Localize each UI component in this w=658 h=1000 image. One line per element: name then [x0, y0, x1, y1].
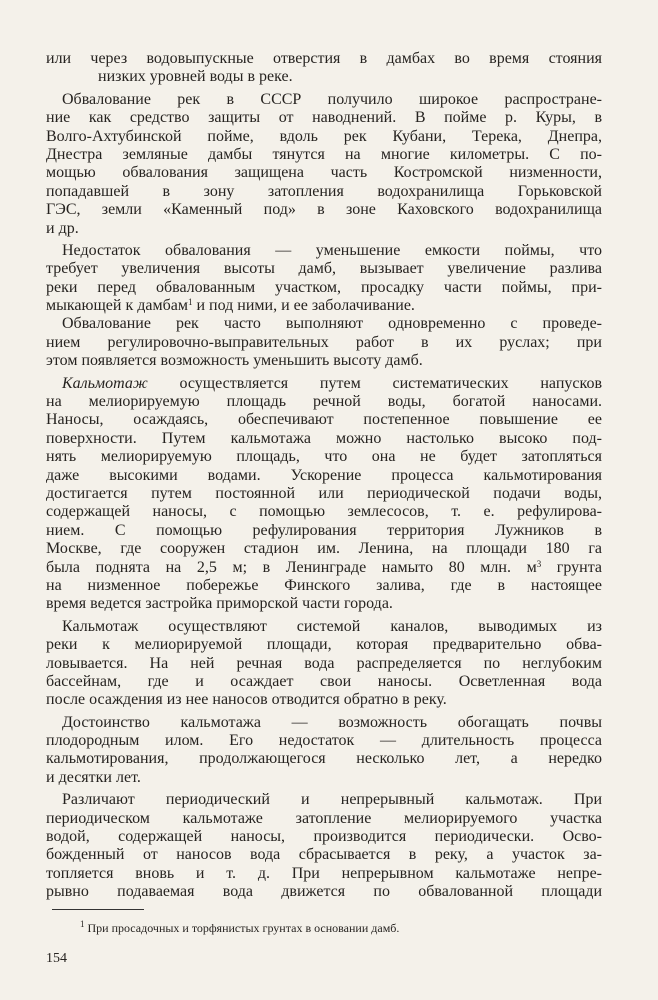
text-line: этом появляется возможность уменьшить высоту дамб. — [46, 352, 423, 370]
paragraph — [46, 618, 602, 710]
text-line: Москве, где сооружен стадион им. Ленина, на площади 180 га — [46, 540, 602, 558]
text-line: достигается путем постоянной или периодической подачи воды, — [46, 484, 602, 502]
text-line: или через водовыпускные отверстия в дамбах во время стояния — [46, 50, 602, 67]
text-line: даже высокими водами. Ускорение процесса кальмотирования — [46, 466, 602, 484]
paragraph — [46, 791, 602, 901]
text-line: бассейнам, где и осаждает свои наносы. Осветленная вода — [46, 672, 602, 690]
text-fragment: была поднята на 2,5 м; в Ленинграде намыто 80 млн. м — [46, 558, 537, 576]
body-text — [46, 50, 602, 902]
text-line: нием. С помощью рефулирования территория Лужников в — [46, 521, 602, 539]
text-line: Кальмотаж осуществляют системой каналов, выводимых из — [62, 617, 602, 635]
text-line: попадавшей в зону затопления водохранилища Горьковской — [46, 182, 602, 200]
text-line: низких уровней воды в реке. — [98, 68, 293, 86]
text-line: водой, содержащей наносы, производится периодически. Осво- — [46, 828, 602, 846]
text-line: топляется вновь и т. д. При непрерывном кальмотаже непре- — [46, 864, 602, 882]
text-line: требует увеличения высоты дамб, вызывает увеличение разлива — [46, 260, 602, 278]
text-line: Наносы, осаждаясь, обеспечивают постепенное повышение ее — [46, 411, 602, 429]
text-line: на мелиорируемую площадь речной воды, богатой наносами. — [46, 393, 602, 411]
text-line: поверхности. Путем кальмотажа можно настолько высоко под- — [46, 429, 602, 447]
text-line: ГЭС, земли «Каменный под» в зоне Каховского водохранилища — [46, 201, 602, 219]
text-line: нием регулировочно-выправительных работ в их руслах; при — [46, 333, 602, 351]
text-line: Недостаток обвалования — уменьшение емкости поймы, что — [62, 241, 602, 259]
footnote-divider — [52, 909, 144, 910]
footnote — [80, 921, 399, 935]
term-kalmotazh: Кальмотаж — [62, 374, 148, 392]
text-fragment: и под ними, и ее заболачивание. — [192, 297, 415, 315]
text-line: реки перед обвалованным участком, просадку части поймы, при- — [46, 278, 602, 296]
footnote-marker: 1 — [80, 919, 85, 929]
text-line: Обвалование рек в СССР получило широкое распростране- — [62, 90, 602, 108]
paragraph — [46, 375, 602, 614]
text-line — [46, 297, 602, 315]
text-line: на низменное побережье Финского залива, где в настоящее — [46, 576, 602, 594]
text-line — [46, 375, 602, 393]
text-line — [46, 559, 602, 577]
text-line: кальмотирования, продолжающегося несколько лет, а нередко — [46, 750, 602, 768]
text-line: Днестра земляные дамбы тянутся на многие километры. С по- — [46, 145, 602, 163]
paragraph — [46, 242, 602, 371]
text-line: рывно подаваемая вода движется по обвалованной площади — [46, 883, 602, 901]
text-line: Достоинство кальмотажа — возможность обогащать почвы — [62, 713, 602, 731]
text-line: нять мелиорируемую площадь, что она не будет затопляться — [46, 448, 602, 466]
text-line: Волго-Ахтубинской пойме, вдоль рек Кубани, Терека, Днепра, — [46, 127, 602, 145]
text-fragment: мыкающей к дамбам — [46, 297, 188, 315]
text-line: периодическом кальмотаже затопление мелиорируемого участка — [46, 809, 602, 827]
text-line: Обвалование рек часто выполняют одновременно с проведе- — [62, 315, 602, 333]
text-fragment: осуществляется путем систематических напусков — [147, 374, 602, 392]
paragraph — [46, 714, 602, 788]
text-line: мощью обвалования защищена часть Костромской низменности, — [46, 164, 602, 182]
text-line: ние как средство защиты от наводнений. В пойме р. Куры, в — [46, 109, 602, 127]
text-line: время ведется застройка приморской части города. — [46, 595, 393, 613]
footnote-marker: 1 — [187, 297, 193, 308]
text-line: после осаждения из нее наносов отводится обратно в реку. — [46, 691, 447, 709]
text-line: и десятки лет. — [46, 768, 141, 786]
text-fragment: грунта — [541, 558, 602, 576]
text-line: ловывается. На ней речная вода распределяется по неглубоким — [46, 654, 602, 672]
text-line: божденный от наносов вода сбрасывается в реку, а участок за- — [46, 846, 602, 864]
superscript: 3 — [536, 558, 542, 569]
page-number: 154 — [46, 951, 67, 966]
text-line: Различают периодический и непрерывный кальмотаж. При — [62, 791, 602, 809]
text-line: и др. — [46, 219, 79, 237]
paragraph — [46, 50, 602, 87]
paragraph — [46, 91, 602, 238]
text-line: реки к мелиорируемой площади, которая предварительно обва- — [46, 636, 602, 654]
footnote-text: При просадочных и торфянистых грунтах в основании дамб. — [87, 921, 400, 935]
text-line: содержащей наносы, с помощью землесосов, т. е. рефулирова- — [46, 503, 602, 521]
text-line: плодородным илом. Его недостаток — длительность процесса — [46, 732, 602, 750]
